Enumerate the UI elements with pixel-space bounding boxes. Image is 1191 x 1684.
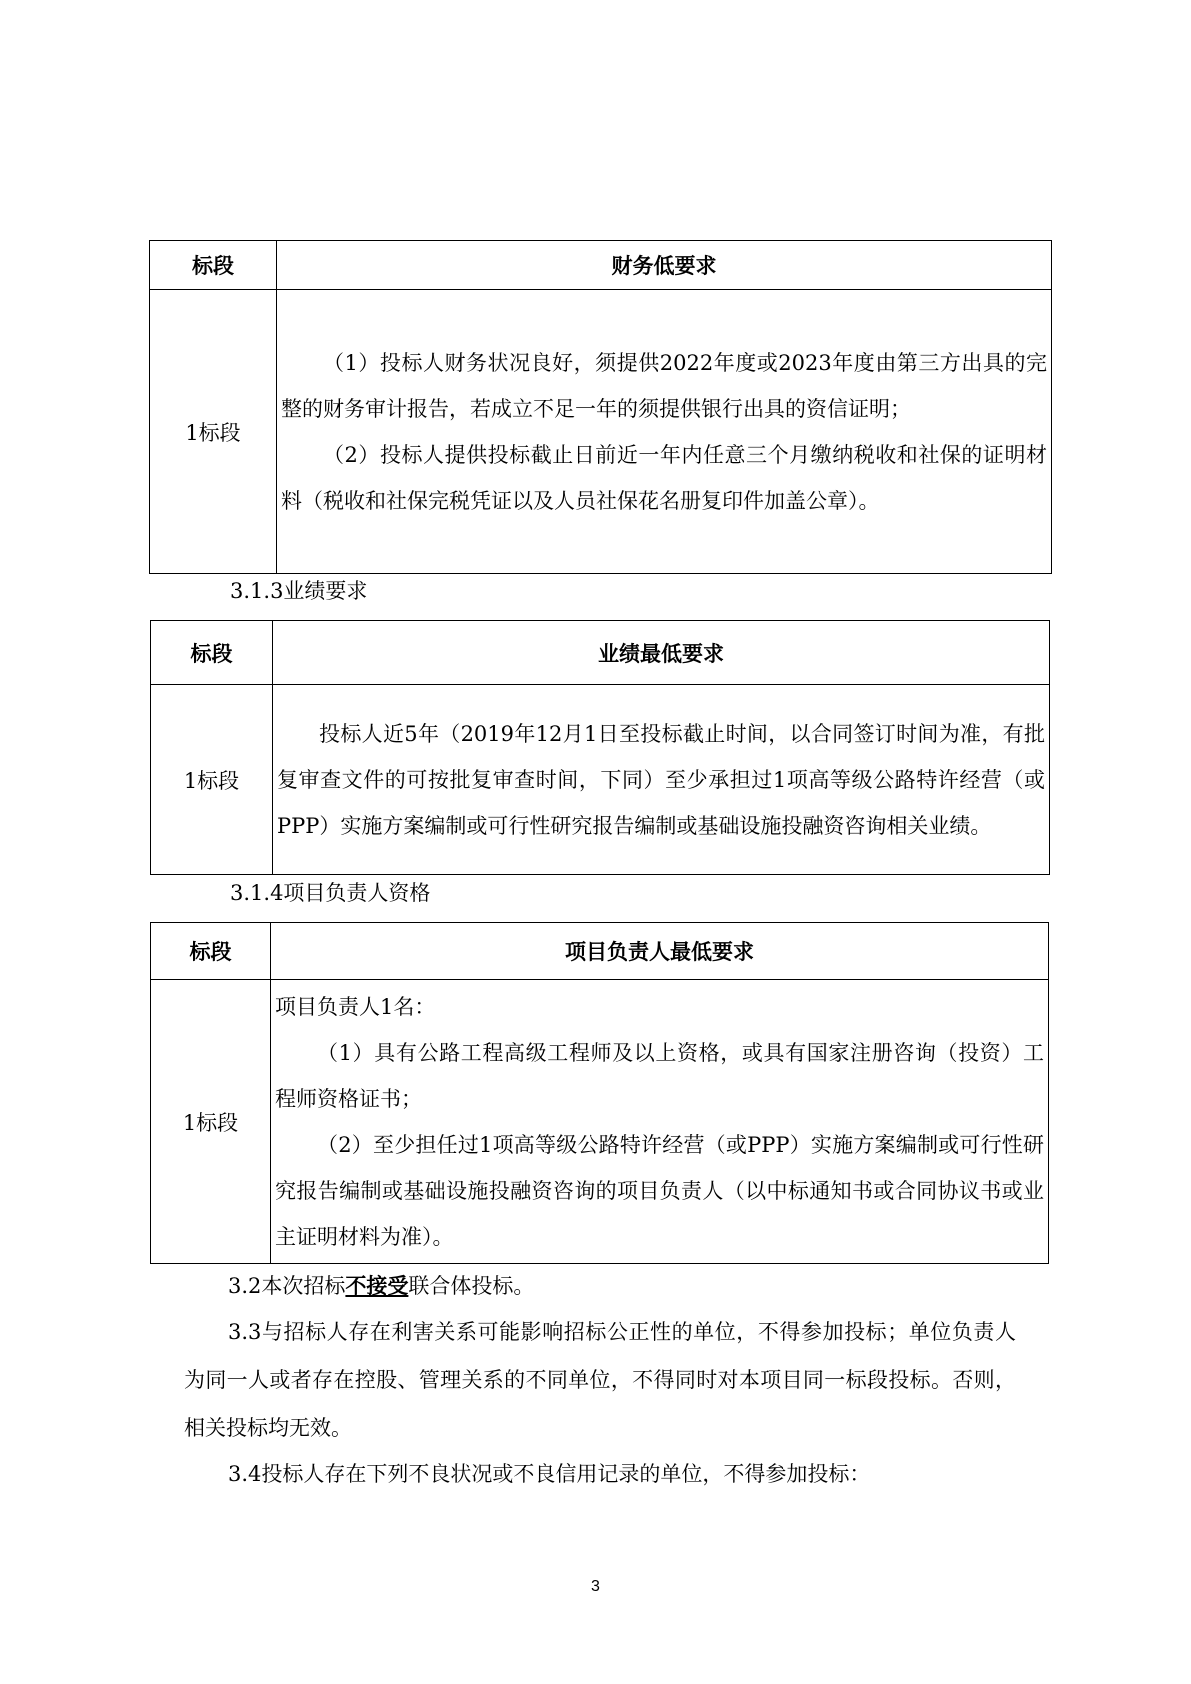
manager-item-1: （1）具有公路工程高级工程师及以上资格，或具有国家注册咨询（投资）工程师资格证书； bbox=[275, 1040, 1044, 1111]
manager-table-col2-header: 项目负责人最低要求 bbox=[271, 923, 1049, 980]
finance-table-segment: 1标段 bbox=[150, 290, 277, 574]
paragraph-3-2 bbox=[184, 1262, 1016, 1310]
manager-table-segment: 1标段 bbox=[151, 980, 271, 1264]
performance-requirement-table bbox=[150, 620, 1050, 875]
finance-table-col1-header: 标段 bbox=[150, 241, 277, 290]
performance-table-segment: 1标段 bbox=[151, 685, 273, 875]
performance-table-col2-header: 业绩最低要求 bbox=[273, 621, 1050, 685]
finance-item-2: （2）投标人提供投标截止日前近一年内任意三个月缴纳税收和社保的证明材料（税收和社保完税凭证以及人员社保花名册复印件加盖公章）。 bbox=[281, 442, 1047, 513]
paragraph-3-2-suffix: 联合体投标。 bbox=[408, 1274, 535, 1298]
manager-item-2: （2）至少担任过1项高等级公路特许经营（或PPP）实施方案编制或可行性研究报告编制或基础设施投融资咨询的项目负责人（以中标通知书或合同协议书或业主证明材料为准）。 bbox=[275, 1132, 1044, 1249]
manager-table-content bbox=[271, 980, 1049, 1264]
paragraph-3-2-prefix: 3.2本次招标 bbox=[228, 1274, 346, 1298]
performance-table-col1-header: 标段 bbox=[151, 621, 273, 685]
section-heading-3-1-3: 3.1.3业绩要求 bbox=[230, 579, 368, 603]
manager-first-line: 项目负责人1名： bbox=[275, 994, 436, 1019]
paragraph-3-3: 3.3与招标人存在利害关系可能影响招标公正性的单位，不得参加投标；单位负责人为同一人或者存在控股、管理关系的不同单位，不得同时对本项目同一标段投标。否则，相关投标均无效。 bbox=[184, 1320, 1016, 1440]
finance-table-content bbox=[277, 290, 1052, 574]
finance-table-col2-header: 财务低要求 bbox=[277, 241, 1052, 290]
paragraph-3-4: 3.4投标人存在下列不良状况或不良信用记录的单位，不得参加投标： bbox=[228, 1462, 871, 1486]
page-number: 3 bbox=[591, 1578, 600, 1595]
performance-table-content bbox=[273, 685, 1050, 875]
finance-item-1: （1）投标人财务状况良好，须提供2022年度或2023年度由第三方出具的完整的财务审计报告，若成立不足一年的须提供银行出具的资信证明； bbox=[281, 350, 1047, 421]
section-heading-3-1-4: 3.1.4项目负责人资格 bbox=[230, 881, 431, 905]
manager-requirement-table bbox=[150, 922, 1049, 1264]
performance-item-1: 投标人近5年（2019年12月1日至投标截止时间，以合同签订时间为准，有批复审查文件的可按批复审查时间，下同）至少承担过1项高等级公路特许经营（或PPP）实施方案编制或可行性研究报告编制或基础设施投融资咨询相关业绩。 bbox=[277, 721, 1045, 838]
manager-table-col1-header: 标段 bbox=[151, 923, 271, 980]
finance-requirement-table bbox=[149, 240, 1052, 574]
paragraph-3-2-emphasis: 不接受 bbox=[345, 1273, 409, 1298]
